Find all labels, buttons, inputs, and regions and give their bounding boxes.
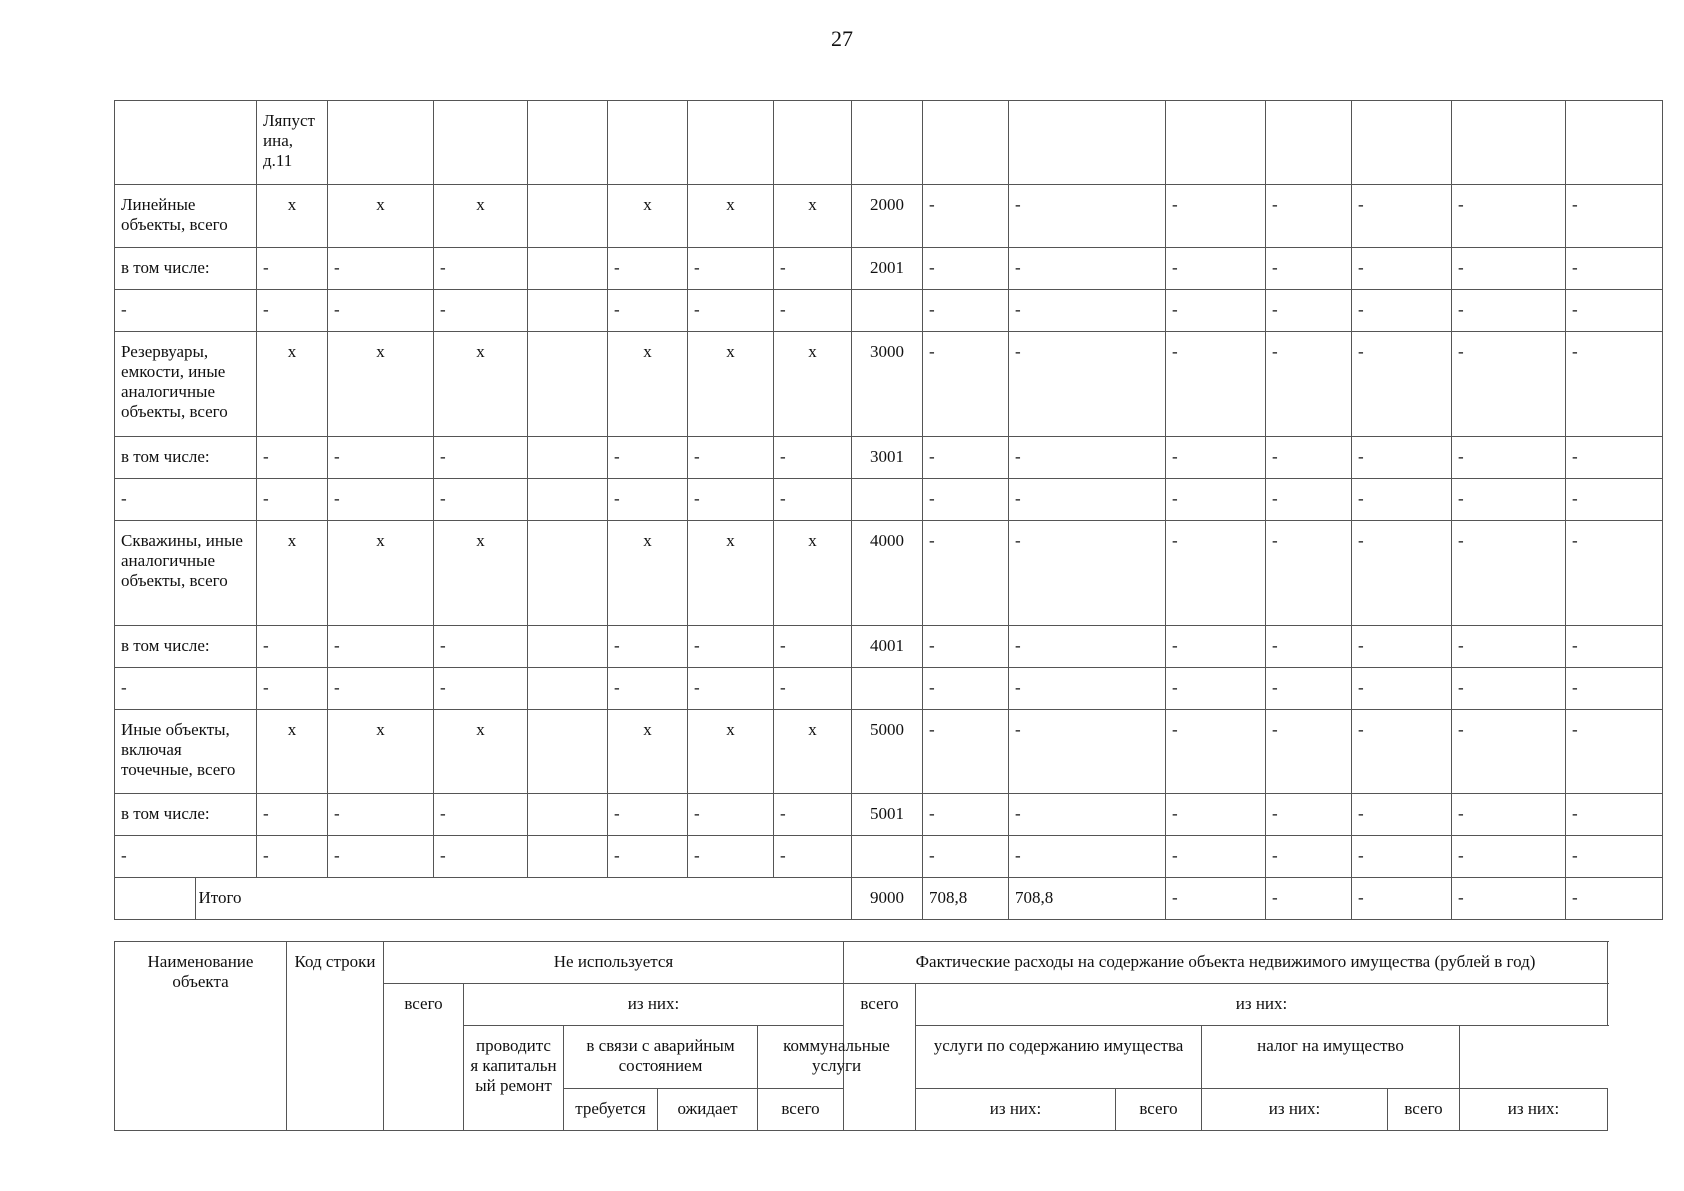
total-value-cell: - (1566, 878, 1663, 920)
table-cell: - (328, 437, 434, 479)
table-cell: - (328, 836, 434, 878)
table-cell: x (774, 185, 852, 248)
table-cell: - (328, 626, 434, 668)
total-value-cell: - (1352, 878, 1452, 920)
table-cell: - (1166, 437, 1266, 479)
table-row (115, 626, 1663, 668)
table-cell: - (328, 248, 434, 290)
table-cell: - (257, 437, 328, 479)
table-cell (528, 626, 608, 668)
table-row (115, 521, 1663, 626)
header-tax-of-them: из них: (1460, 1089, 1608, 1131)
table-cell: x (688, 332, 774, 437)
table-cell: - (923, 836, 1009, 878)
table-cell: x (688, 710, 774, 794)
table-cell: - (923, 248, 1009, 290)
table-cell: x (608, 332, 688, 437)
table-cell: - (923, 668, 1009, 710)
table-cell (1009, 101, 1166, 185)
table-cell: - (1452, 248, 1566, 290)
page-number: 27 (831, 26, 853, 51)
header-tax-total: всего (1388, 1089, 1460, 1131)
row-label: Иные объекты, включая точечные, всего (115, 710, 257, 794)
table-cell: - (774, 290, 852, 332)
table-cell: - (688, 836, 774, 878)
table-cell: - (688, 626, 774, 668)
row-label (115, 101, 257, 185)
row-label: Скважины, иные аналогичные объекты, всего (115, 521, 257, 626)
table-cell: - (1166, 668, 1266, 710)
header-not-used-of-them: из них: (464, 984, 844, 1026)
table-cell: - (1166, 332, 1266, 437)
table-cell: 3000 (852, 332, 923, 437)
table-cell (528, 290, 608, 332)
table-cell: - (1352, 794, 1452, 836)
table-cell: x (688, 521, 774, 626)
table-cell: - (1352, 479, 1452, 521)
table-cell (852, 668, 923, 710)
header-capital-repair: проводитс я капитальн ый ремонт (464, 1026, 564, 1131)
table-cell: - (434, 479, 528, 521)
table-cell: - (1566, 290, 1663, 332)
table-cell (528, 668, 608, 710)
total-row (115, 878, 1663, 920)
table-cell: - (257, 248, 328, 290)
table-cell: - (1452, 479, 1566, 521)
table-cell: - (257, 836, 328, 878)
table-cell: - (1009, 521, 1166, 626)
table-cell: - (688, 290, 774, 332)
table-cell: - (923, 185, 1009, 248)
table-cell: - (1166, 290, 1266, 332)
row-label: в том числе: (115, 248, 257, 290)
table-cell: - (328, 479, 434, 521)
table-cell: - (257, 668, 328, 710)
table-cell: Ляпуст ина, д.11 (257, 101, 328, 185)
table-cell: - (1566, 248, 1663, 290)
table-cell: - (774, 836, 852, 878)
table-cell (852, 479, 923, 521)
table-row (115, 479, 1663, 521)
table-cell: - (257, 479, 328, 521)
total-value-cell: 708,8 (923, 878, 1009, 920)
header-maintenance-of-them: из них: (1202, 1089, 1388, 1131)
table-cell: - (1566, 521, 1663, 626)
table-cell: 4000 (852, 521, 923, 626)
table-cell: - (1566, 626, 1663, 668)
header-maintenance-services: услуги по содержанию имущества (916, 1026, 1202, 1089)
table-cell: - (774, 248, 852, 290)
table-cell: - (1166, 185, 1266, 248)
table-cell: - (328, 290, 434, 332)
total-value-cell: - (1266, 878, 1352, 920)
table-cell: - (1009, 185, 1166, 248)
table-cell: - (1352, 626, 1452, 668)
table-cell: - (1566, 794, 1663, 836)
table-row (115, 710, 1663, 794)
table-cell: - (774, 437, 852, 479)
header-utilities-of-them: из них: (916, 1089, 1116, 1131)
table-cell (1166, 101, 1266, 185)
table-cell: - (1352, 332, 1452, 437)
table-cell: - (1452, 710, 1566, 794)
table-cell: - (1166, 710, 1266, 794)
table-cell: - (1166, 794, 1266, 836)
total-value-cell: 708,8 (1009, 878, 1166, 920)
table-cell: - (688, 479, 774, 521)
table-cell: - (923, 479, 1009, 521)
table-cell (528, 521, 608, 626)
table-cell: - (608, 836, 688, 878)
table-cell: - (434, 836, 528, 878)
table-cell: - (1566, 437, 1663, 479)
header-expenses-of-them: из них: (916, 984, 1608, 1026)
table-cell: - (1009, 836, 1166, 878)
table-cell: - (1452, 185, 1566, 248)
table-cell: - (257, 626, 328, 668)
table-cell: - (923, 332, 1009, 437)
header-actual-expenses: Фактические расходы на содержание объекта недвижимого имущества (рублей в год) (844, 942, 1608, 984)
table-cell: - (1266, 836, 1352, 878)
table-row (115, 668, 1663, 710)
table-cell: x (434, 521, 528, 626)
header-table (114, 941, 1608, 1131)
table-cell: 2001 (852, 248, 923, 290)
header-object-name: Наименование объекта (115, 942, 287, 1131)
table-cell: - (1266, 479, 1352, 521)
total-label: Итого (257, 878, 852, 920)
table-row (115, 290, 1663, 332)
table-cell: - (1352, 521, 1452, 626)
table-cell: x (774, 332, 852, 437)
table-cell (528, 101, 608, 185)
table-cell: - (1009, 794, 1166, 836)
objects-table (114, 100, 1663, 920)
total-value-cell: - (1166, 878, 1266, 920)
table-cell: - (608, 248, 688, 290)
table-cell: - (257, 794, 328, 836)
table-cell: - (1452, 626, 1566, 668)
total-value-cell: - (1452, 878, 1566, 920)
header-maintenance-total: всего (1116, 1089, 1202, 1131)
table-row (115, 332, 1663, 437)
table-cell: - (1452, 836, 1566, 878)
table-cell: - (434, 626, 528, 668)
table-cell: x (257, 521, 328, 626)
table-cell: x (257, 185, 328, 248)
table-cell: x (257, 332, 328, 437)
table-cell: x (328, 710, 434, 794)
total-divider (195, 878, 196, 919)
table-cell: x (688, 185, 774, 248)
table-cell: - (608, 794, 688, 836)
table-cell (1266, 101, 1352, 185)
header-utilities: коммунальные услуги (758, 1026, 916, 1089)
table-cell: - (923, 290, 1009, 332)
row-label: Резервуары, емкости, иные аналогичные объекты, всего (115, 332, 257, 437)
total-blank-cell (115, 878, 257, 920)
row-label: Линейные объекты, всего (115, 185, 257, 248)
table-cell: - (923, 521, 1009, 626)
table-cell: - (1266, 185, 1352, 248)
table-cell (923, 101, 1009, 185)
table-cell: x (774, 710, 852, 794)
header-property-tax: налог на имущество (1202, 1026, 1460, 1089)
table-cell: 5000 (852, 710, 923, 794)
table-cell (1352, 101, 1452, 185)
table-cell: - (1452, 332, 1566, 437)
table-cell: - (1166, 521, 1266, 626)
table-cell: - (1009, 668, 1166, 710)
table-cell: - (1566, 710, 1663, 794)
table-cell: - (1266, 626, 1352, 668)
table-cell: - (1266, 290, 1352, 332)
table-row (115, 185, 1663, 248)
table-cell: x (608, 521, 688, 626)
table-cell: - (434, 437, 528, 479)
table-cell: x (434, 185, 528, 248)
table-cell: - (774, 626, 852, 668)
table-cell (1452, 101, 1566, 185)
table-cell: - (1452, 794, 1566, 836)
table-cell (528, 710, 608, 794)
table-cell: - (434, 290, 528, 332)
table-cell: - (1452, 437, 1566, 479)
table-cell: - (1352, 248, 1452, 290)
table-cell: x (434, 710, 528, 794)
table-cell: - (688, 437, 774, 479)
table-cell: - (1352, 668, 1452, 710)
table-cell (528, 332, 608, 437)
table-cell: - (1009, 248, 1166, 290)
table-cell: - (923, 710, 1009, 794)
table-cell (528, 437, 608, 479)
table-cell (852, 836, 923, 878)
table-cell: x (328, 332, 434, 437)
table-cell: - (608, 437, 688, 479)
table-cell: x (774, 521, 852, 626)
header-emergency-state: в связи с аварийным состоянием (564, 1026, 758, 1089)
table-cell: - (1352, 437, 1452, 479)
table-row (115, 101, 1663, 185)
table-cell: - (1166, 248, 1266, 290)
table-cell (852, 290, 923, 332)
table-cell: - (1009, 479, 1166, 521)
table-cell (688, 101, 774, 185)
table-cell: - (1566, 668, 1663, 710)
table-row (115, 836, 1663, 878)
table-cell: - (608, 290, 688, 332)
table-cell: - (608, 626, 688, 668)
table-cell: - (688, 668, 774, 710)
table-cell: - (1009, 290, 1166, 332)
table-cell: - (1266, 248, 1352, 290)
table-cell: - (1352, 290, 1452, 332)
table-cell (434, 101, 528, 185)
table-cell: - (1352, 710, 1452, 794)
table-cell: - (1352, 836, 1452, 878)
table-cell: - (1452, 290, 1566, 332)
table-cell: - (1452, 668, 1566, 710)
row-label: - (115, 668, 257, 710)
table-cell: x (257, 710, 328, 794)
table-cell: - (1009, 437, 1166, 479)
table-cell: - (774, 794, 852, 836)
table-cell: - (434, 794, 528, 836)
table-cell: - (1266, 332, 1352, 437)
table-cell: x (328, 521, 434, 626)
table-cell: - (1166, 836, 1266, 878)
table-cell: 3001 (852, 437, 923, 479)
table-cell: - (1166, 479, 1266, 521)
table-cell (608, 101, 688, 185)
row-label: в том числе: (115, 626, 257, 668)
table-cell: - (1352, 185, 1452, 248)
table-cell: - (923, 437, 1009, 479)
table-cell: 4001 (852, 626, 923, 668)
row-label: - (115, 290, 257, 332)
table-cell: - (328, 668, 434, 710)
header-waiting: ожидает (658, 1089, 758, 1131)
table-cell: - (923, 794, 1009, 836)
table-cell: - (608, 668, 688, 710)
header-required: требуется (564, 1089, 658, 1131)
header-utilities-total: всего (758, 1089, 844, 1131)
table-cell: - (1009, 332, 1166, 437)
table-cell (528, 836, 608, 878)
header-not-used: Не используется (384, 942, 844, 984)
table-cell: - (1566, 479, 1663, 521)
header-row-code: Код строки (287, 942, 384, 1131)
table-cell (528, 479, 608, 521)
table-cell: - (1266, 521, 1352, 626)
table-cell: - (1566, 185, 1663, 248)
header-expenses-total: всего (844, 984, 916, 1131)
table-cell: - (1266, 668, 1352, 710)
row-label: - (115, 836, 257, 878)
table-cell: - (1566, 332, 1663, 437)
table-cell: - (774, 668, 852, 710)
row-label: в том числе: (115, 794, 257, 836)
table-row (115, 437, 1663, 479)
table-cell: x (608, 710, 688, 794)
table-cell (328, 101, 434, 185)
table-row (115, 794, 1663, 836)
table-cell: - (257, 290, 328, 332)
table-cell: - (1166, 626, 1266, 668)
table-cell: - (774, 479, 852, 521)
table-cell: - (1452, 521, 1566, 626)
table-cell: x (434, 332, 528, 437)
table-cell: - (1009, 710, 1166, 794)
table-cell (528, 248, 608, 290)
total-code: 9000 (852, 878, 923, 920)
table-cell: - (608, 479, 688, 521)
table-cell: 2000 (852, 185, 923, 248)
table-cell: - (923, 626, 1009, 668)
table-cell (528, 185, 608, 248)
table-cell: - (1009, 626, 1166, 668)
table-cell (1566, 101, 1663, 185)
row-label: в том числе: (115, 437, 257, 479)
header-not-used-total: всего (384, 984, 464, 1131)
table-cell: 5001 (852, 794, 923, 836)
table-cell: - (1266, 794, 1352, 836)
table-row (115, 248, 1663, 290)
table-cell: x (608, 185, 688, 248)
table-cell (528, 794, 608, 836)
row-label: - (115, 479, 257, 521)
table-cell: - (688, 248, 774, 290)
table-cell: x (328, 185, 434, 248)
table-cell: - (1266, 710, 1352, 794)
table-cell: - (1566, 836, 1663, 878)
table-cell (774, 101, 852, 185)
table-cell: - (434, 248, 528, 290)
table-cell: - (328, 794, 434, 836)
table-cell: - (1266, 437, 1352, 479)
table-cell (852, 101, 923, 185)
table-cell: - (434, 668, 528, 710)
table-cell: - (688, 794, 774, 836)
